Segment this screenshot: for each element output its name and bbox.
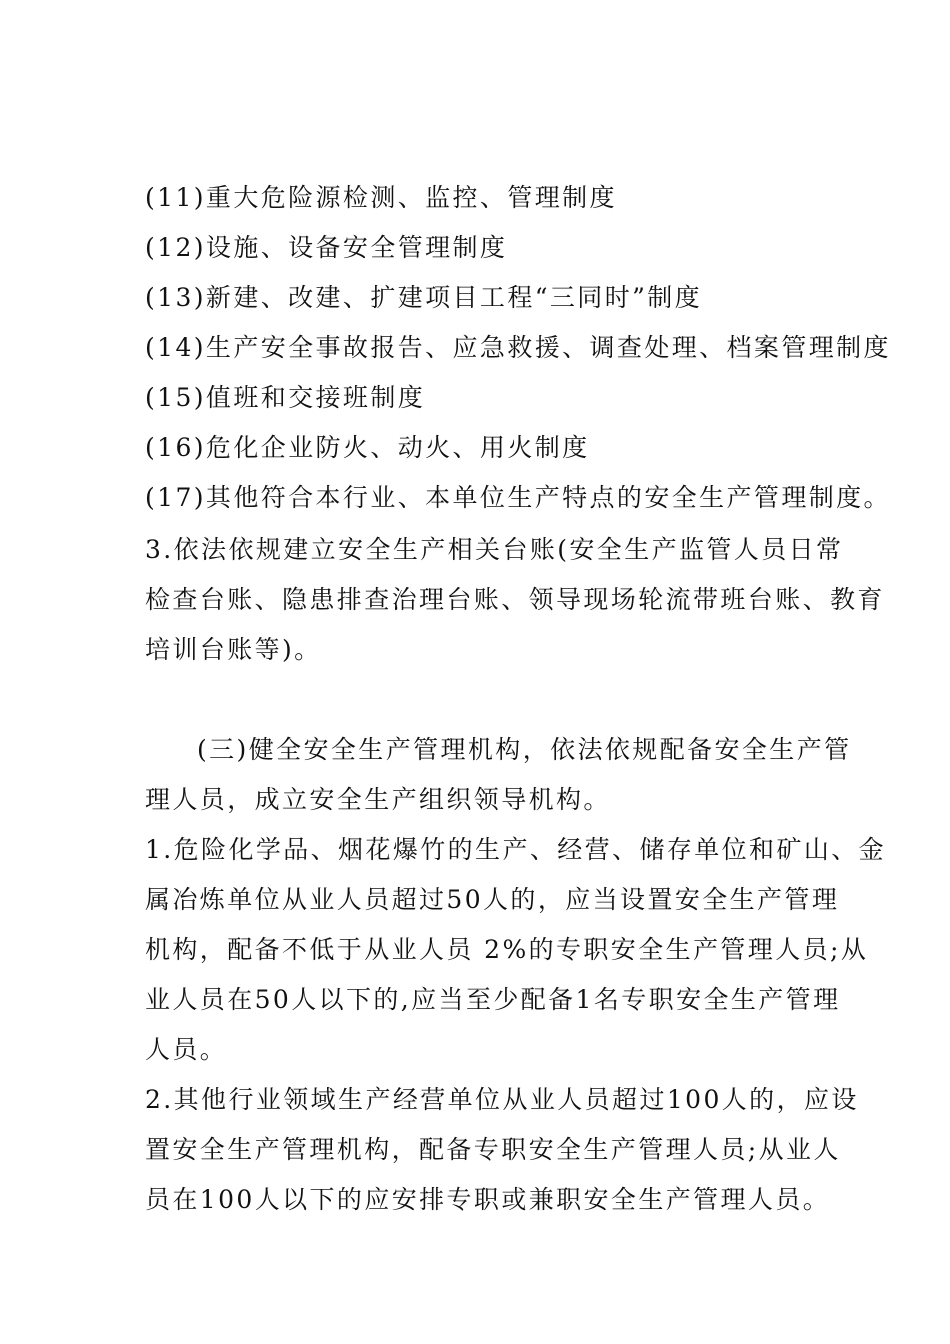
list-item-11: (11)重大危险源检测、监控、管理制度	[145, 183, 617, 212]
list-item-15: (15)值班和交接班制度	[145, 383, 426, 412]
section-3-heading-line-2: 理人员，成立安全生产组织领导机构。	[145, 785, 611, 814]
item-2-line-2: 置安全生产管理机构，配备专职安全生产管理人员;从业人	[145, 1135, 841, 1164]
paragraph-3-line-3: 培训台账等)。	[145, 635, 322, 664]
item-1-line-1: 1.危险化学品、烟花爆竹的生产、经营、储存单位和矿山、金	[145, 835, 887, 864]
paragraph-3-line-2: 检查台账、隐患排查治理台账、领导现场轮流带班台账、教育	[145, 585, 885, 614]
paragraph-3-line-1: 3.依法依规建立安全生产相关台账(安全生产监管人员日常	[145, 535, 844, 564]
item-1-line-2: 属冶炼单位从业人员超过50人的，应当设置安全生产管理	[145, 885, 840, 914]
item-2-line-1: 2.其他行业领域生产经营单位从业人员超过100人的，应设	[145, 1085, 859, 1114]
item-1-line-5: 人员。	[145, 1035, 228, 1064]
list-item-12: (12)设施、设备安全管理制度	[145, 233, 508, 262]
list-item-16: (16)危化企业防火、动火、用火制度	[145, 433, 590, 462]
item-1-line-4: 业人员在50人以下的,应当至少配备1名专职安全生产管理	[145, 985, 841, 1014]
item-1-line-3: 机构，配备不低于从业人员 2%的专职安全生产管理人员;从	[145, 935, 869, 964]
list-item-13: (13)新建、改建、扩建项目工程“三同时”制度	[145, 283, 703, 312]
section-3-heading-line-1: (三)健全安全生产管理机构，依法依规配备安全生产管	[197, 735, 852, 764]
item-2-line-3: 员在100人以下的应安排专职或兼职安全生产管理人员。	[145, 1185, 831, 1214]
list-item-17: (17)其他符合本行业、本单位生产特点的安全生产管理制度。	[145, 483, 891, 512]
list-item-14: (14)生产安全事故报告、应急救援、调查处理、档案管理制度	[145, 333, 891, 362]
